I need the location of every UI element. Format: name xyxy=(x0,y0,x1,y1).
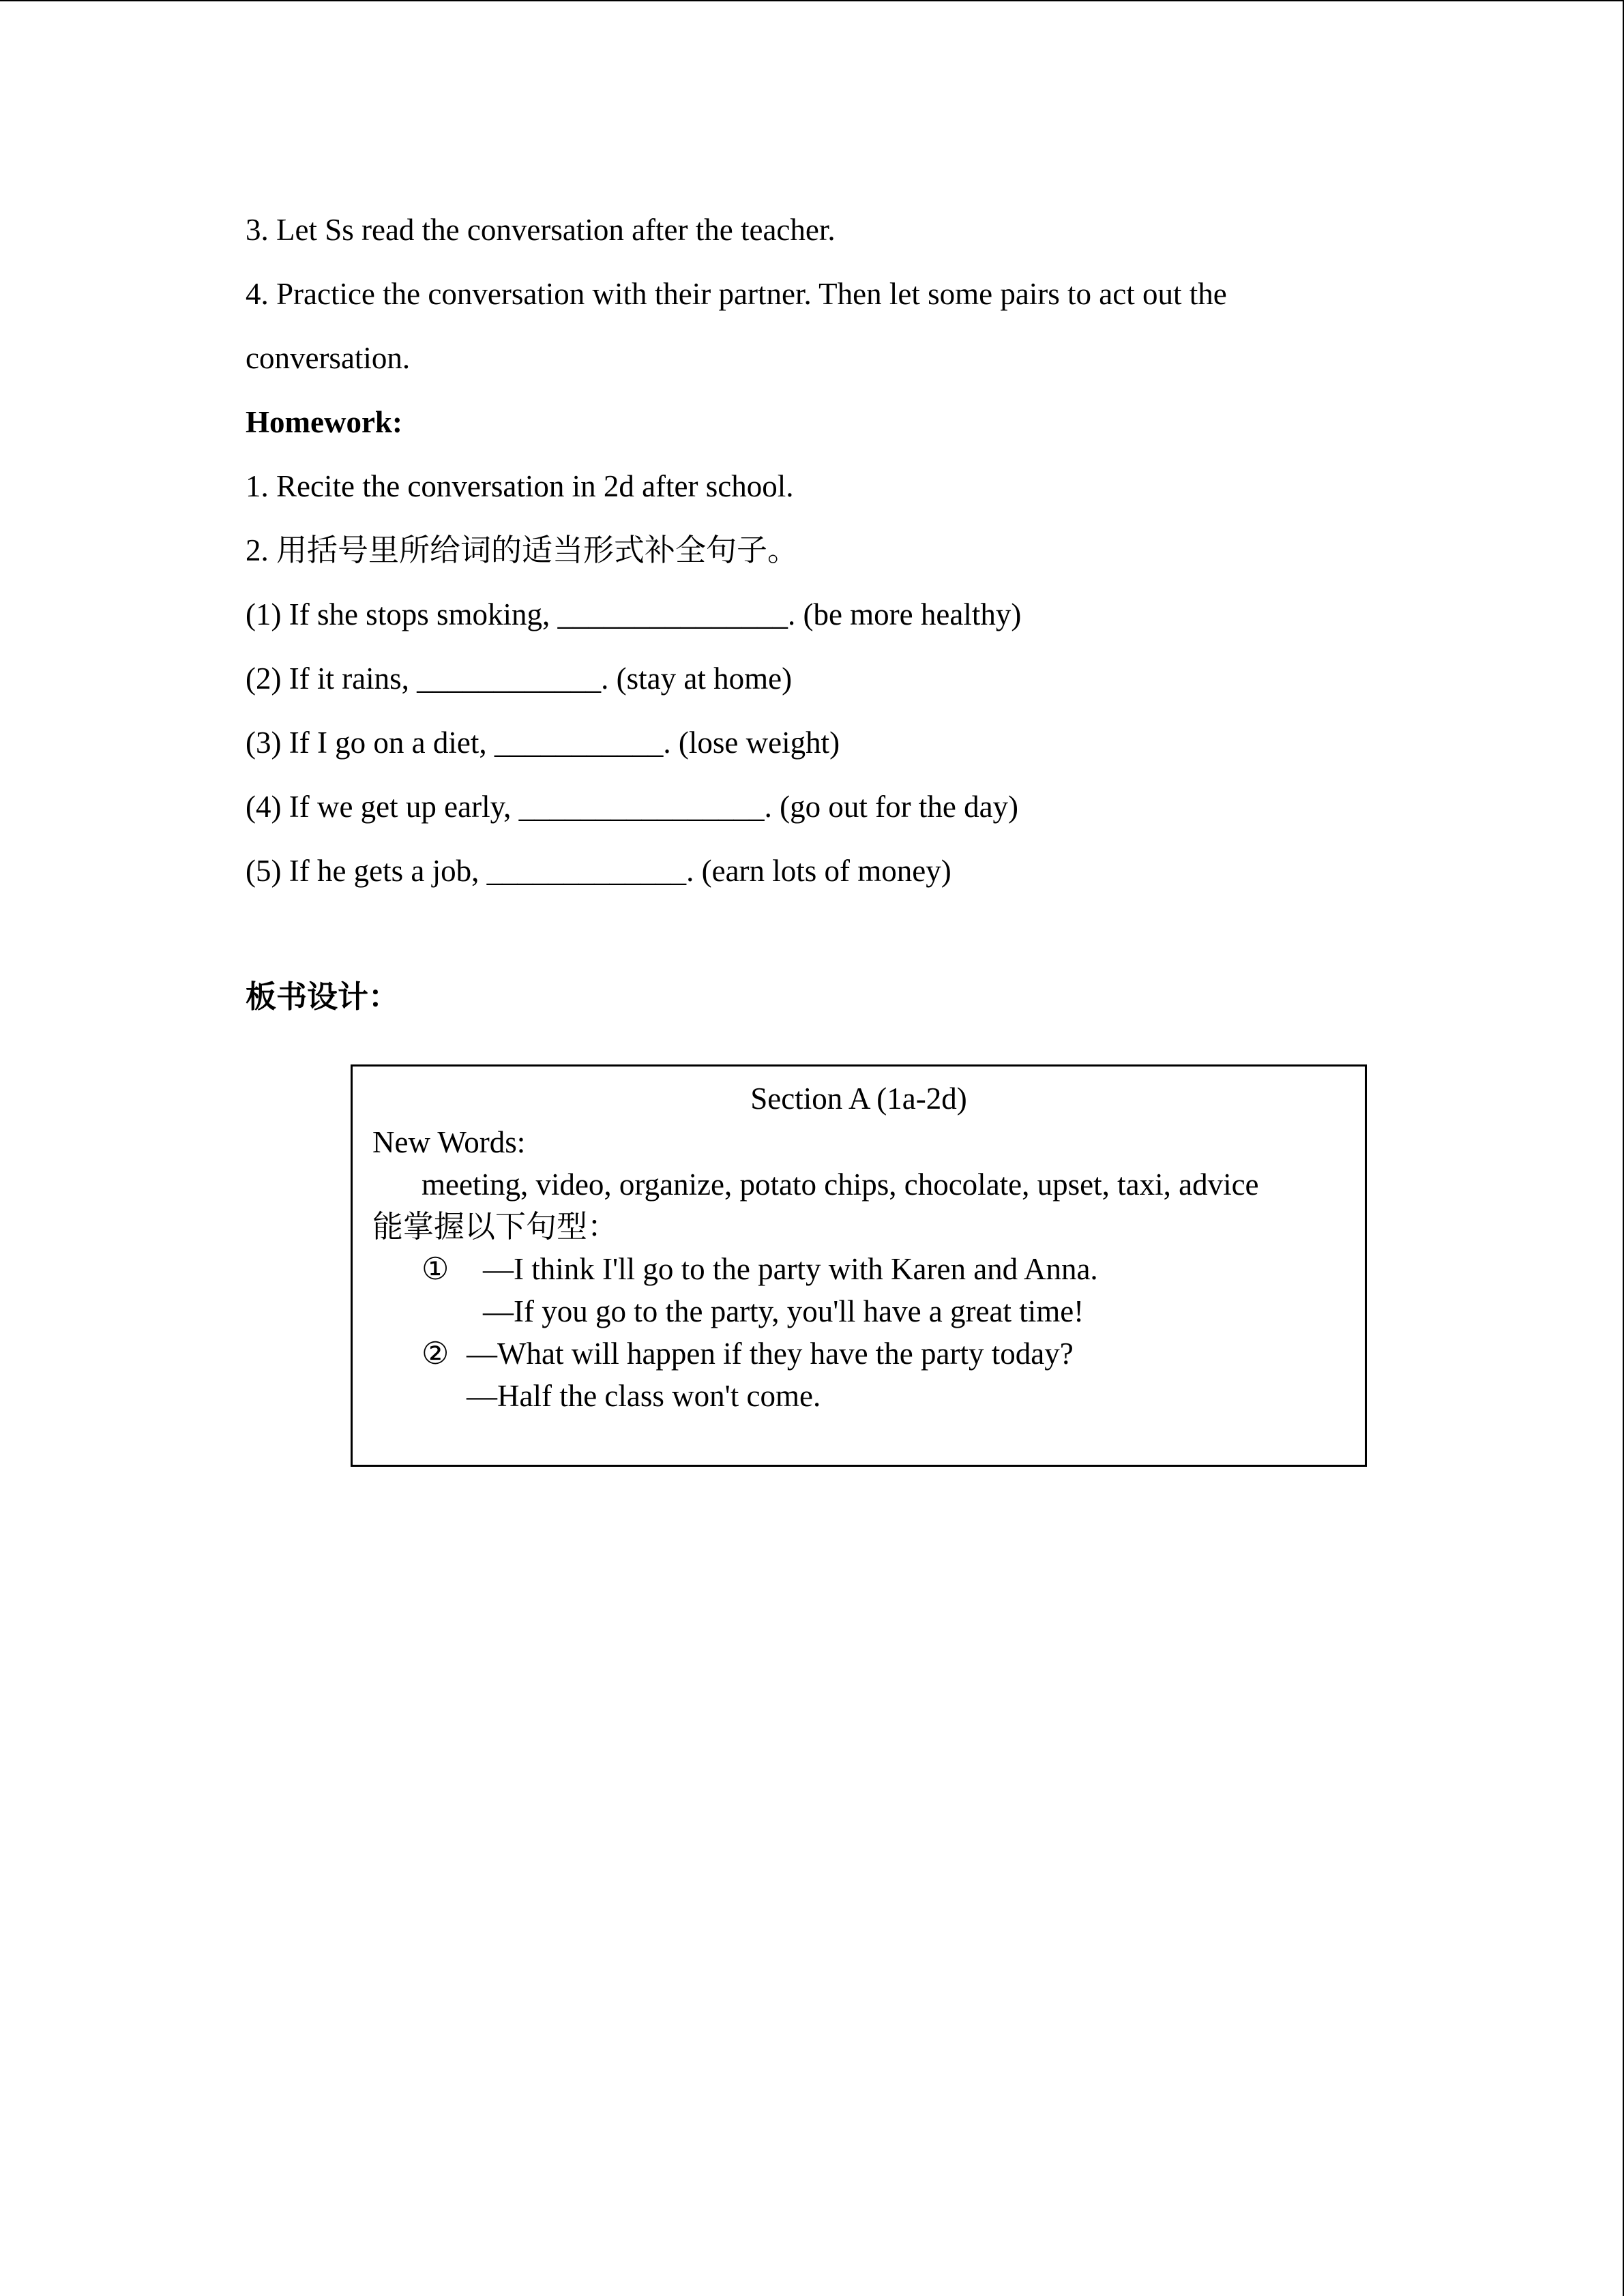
homework-item-1: 1. Recite the conversation in 2d after school. xyxy=(246,469,794,503)
step-4-continued: conversation. xyxy=(246,341,411,375)
lesson-text xyxy=(246,198,1405,903)
pattern-2-a: —What will happen if they have the party today? xyxy=(467,1337,1074,1371)
board-design-heading: 板书设计： xyxy=(246,980,400,1014)
new-words-list: meeting, video, organize, potato chips, chocolate, upset, taxi, advice xyxy=(422,1167,1259,1202)
pattern-1-a: —I think I'll go to the party with Karen and Anna. xyxy=(483,1252,1098,1286)
pattern-2-b: —Half the class won't come. xyxy=(467,1379,821,1413)
exercise-2: (2) If it rains, ____________. (stay at home) xyxy=(246,661,793,696)
pattern-2-marker: ② xyxy=(422,1337,449,1371)
homework-heading: Homework: xyxy=(246,405,402,439)
exercise-3: (3) If I go on a diet, ___________. (lose weight) xyxy=(246,726,840,760)
exercise-5: (5) If he gets a job, _____________. (earn lots of money) xyxy=(246,854,951,888)
pattern-2-first xyxy=(422,1332,1074,1375)
homework-item-2: 2. 用括号里所给词的适当形式补全句子。 xyxy=(246,533,799,567)
pattern-1-b: —If you go to the party, you'll have a great time! xyxy=(483,1294,1084,1328)
new-words-label: New Words: xyxy=(372,1125,526,1159)
pattern-1-marker: ① xyxy=(422,1252,449,1286)
exercise-1: (1) If she stops smoking, _______________. (be more healthy) xyxy=(246,597,1022,631)
exercise-4: (4) If we get up early, ________________. (go out for the day) xyxy=(246,790,1019,824)
box-title: Section A (1a-2d) xyxy=(750,1082,967,1116)
pattern-1-first xyxy=(422,1248,1098,1290)
step-4: 4. Practice the conversation with their partner. Then let some pairs to act out the xyxy=(246,277,1227,311)
board-design-box xyxy=(351,1064,1367,1467)
patterns-label: 能掌握以下句型： xyxy=(372,1210,619,1244)
step-3: 3. Let Ss read the conversation after the teacher. xyxy=(246,213,836,247)
